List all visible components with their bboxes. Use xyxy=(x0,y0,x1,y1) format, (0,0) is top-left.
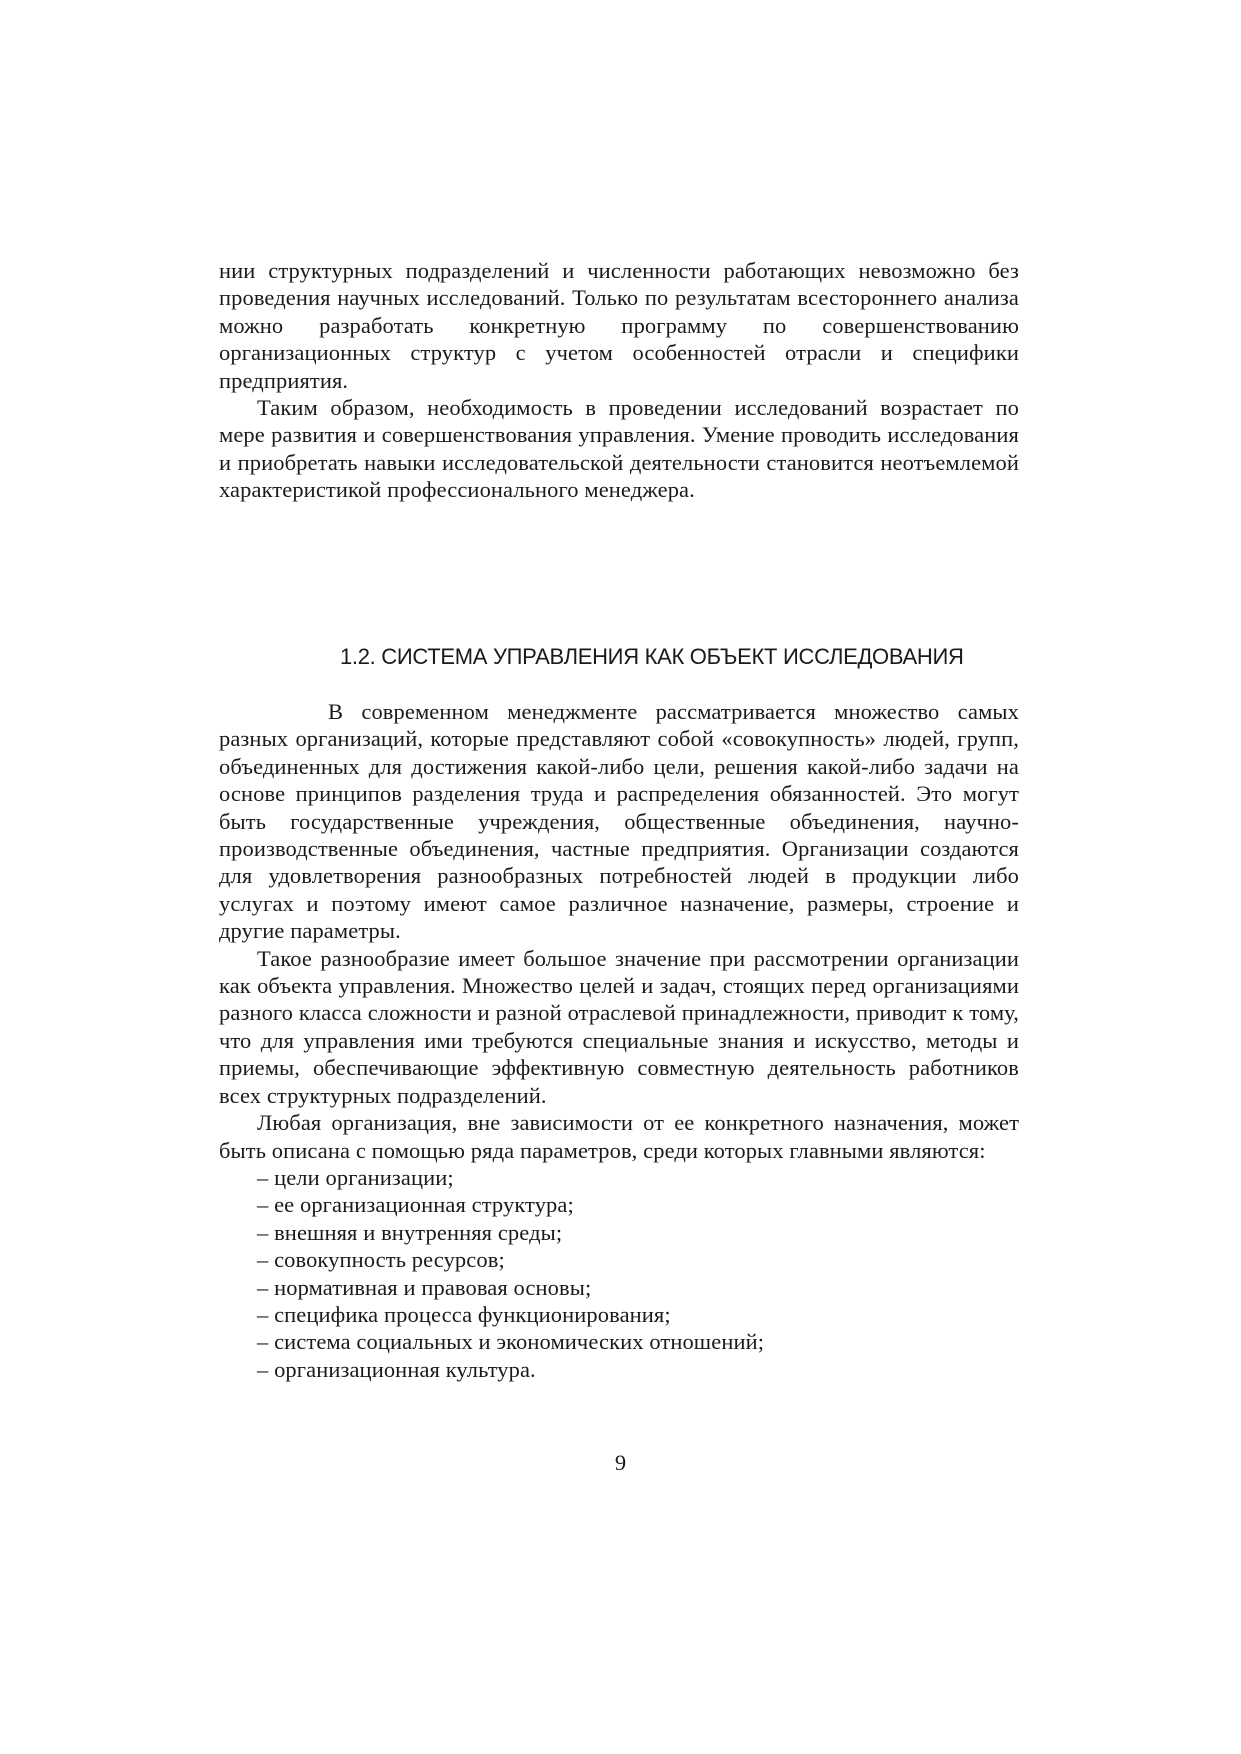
list-item: – совокупность ресурсов; xyxy=(257,1247,505,1273)
list-item: – ее организационная структура; xyxy=(257,1192,574,1218)
section-heading: 1.2. СИСТЕМА УПРАВЛЕНИЯ КАК ОБЪЕКТ ИССЛЕДОВАНИЯ xyxy=(340,644,964,669)
paragraph-continuation: нии структурных подразделений и численности работающих невозможно без проведения научных исследований. Только по результатам всестороннего анализа можно разработать конкретную программу по совершенствованию организационных структур с учетом особенностей отрасли и специфики предприятия. xyxy=(219,258,1019,393)
list-item: – цели организации; xyxy=(257,1164,454,1190)
page-number: 9 xyxy=(614,1450,627,1475)
list-item: – специфика процесса функционирования; xyxy=(257,1301,671,1327)
list-item: – внешняя и внутренняя среды; xyxy=(257,1219,563,1245)
paragraph-conclusion: Таким образом, необходимость в проведении исследований возрастает по мере развития и совершенствования управления. Умение проводить исследования и приобретать навыки исследовательской деятельности становится неотъемлемой характеристикой профессионального менеджера. xyxy=(219,395,1019,503)
top-text-block xyxy=(219,257,1019,504)
section-body xyxy=(219,698,1019,1383)
parameters-list xyxy=(219,1164,1019,1383)
paragraph-diversity: Такое разнообразие имеет большое значение при рассмотрении организации как объекта управления. Множество целей и задач, стоящих перед организациями разного класса сложности и разной отраслевой принадлежности, приводит к тому, что для управления ими требуются специальные знания и искусство, методы и приемы, обеспечивающие эффективную совместную деятельность работников всех структурных подразделений. xyxy=(219,945,1019,1108)
list-item: – нормативная и правовая основы; xyxy=(257,1274,592,1300)
paragraph-intro: В современном менеджменте рассматривается множество самых разных организаций, которые представляют собой «совокупность» людей, групп, объединенных для достижения какой-либо цели, решения какой-либо задачи на основе принципов разделения труда и распределения обязанностей. Это могут быть государственные учреждения, общественные объединения, научно-производственные объединения, частные предприятия. Организации создаются для удовлетворения разнообразных потребностей людей в продукции либо услугах и поэтому имеют самое различное назначение, размеры, строение и другие параметры. xyxy=(219,699,1019,944)
list-item: – система социальных и экономических отношений; xyxy=(257,1329,765,1355)
paragraph-parameters: Любая организация, вне зависимости от ее конкретного назначения, может быть описана с помощью ряда параметров, среди которых главными являются: xyxy=(219,1110,1019,1163)
list-item: – организационная культура. xyxy=(257,1356,536,1382)
